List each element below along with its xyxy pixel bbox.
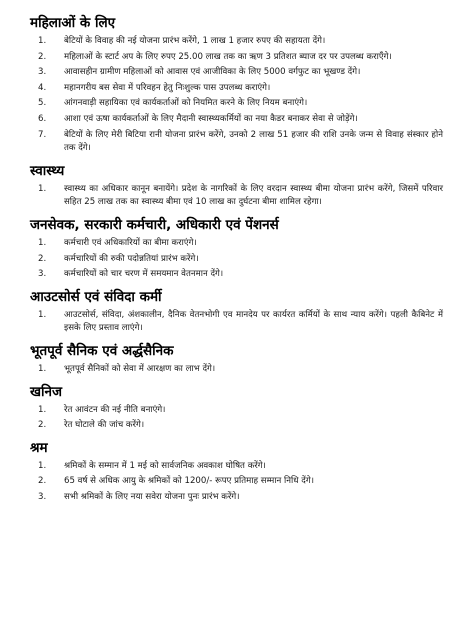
section-list [38,460,443,505]
item-text: आवासहीन ग्रामीण महिलाओं को आवास एवं आजीविका के लिए 5000 वर्गफुट का भूखण्ड देंगे। [64,67,361,78]
item-number: 2. [38,51,47,62]
item-number: 2. [38,420,47,431]
item-text: स्वास्थ्य का अधिकार कानून बनायेंगे। प्रदेश के नागरिकों के लिए वरदान स्वास्थ्य बीमा योजना प्रारंभ करेंगे, जिसमें परिवार सहित 25 लाख तक का स्वास्थ्य बीमा एवं 10 लाख का दुर्घटना बीमा शामिल रहेगा। [64,183,443,208]
list-item [38,363,443,377]
item-number: 2. [38,253,47,264]
item-text: सभी श्रमिकों के लिए नया सवेरा योजना पुनः प्रारंभ करेंगे। [64,491,240,502]
list-item [38,404,443,418]
item-number: 1. [38,237,47,248]
list-item [38,419,443,433]
item-text: आउटसोर्स, संविदा, अंशकालीन, दैनिक वेतनभोगी एव मानदेय पर कार्यरत कर्मियों के साथ न्याय करेंगे। पहली कैबिनेट में इसके लिए प्रस्ताव लाएंगे। [64,309,443,334]
item-text: 65 वर्ष से अधिक आयु के श्रमिकों को 1200/- रूपए प्रतिमाह सम्मान निधि देंगे। [64,476,314,487]
item-number: 3. [38,491,47,502]
item-number: 1. [38,460,47,471]
section-list [38,309,443,336]
item-text: भूतपूर्व सैनिकों को सेवा में आरक्षण का लाभ देंगे। [64,363,216,374]
section-heading: श्रम [30,439,48,456]
list-item [38,51,443,65]
item-number: 5. [38,98,47,109]
section-heading: स्वास्थ्य [30,162,65,179]
section-list [38,404,443,433]
item-text: कर्मचारियों को चार चरण में समयमान वेतनमान देंगे। [64,269,224,280]
list-item [38,113,443,127]
section-health [30,162,443,210]
list-item [38,491,443,505]
list-item [38,268,443,282]
section-minerals [30,383,443,433]
item-text: आशा एवं ऊषा कार्यकर्ताओं के लिए मैदानी स्वास्थ्यकर्मियों का नया कैडर बनाकर सेवा से जोड़ेंगे। [64,113,358,124]
item-number: 3. [38,67,47,78]
list-item [38,82,443,96]
item-text: बेटियों के विवाह की नई योजना प्रारंभ करेंगे, 1 लाख 1 हजार रुपए की सहायता देंगे। [64,36,326,46]
section-outsource [30,288,443,336]
item-text: श्रमिकों के सम्मान में 1 मई को सार्वजनिक अवकाश घोषित करेंगे। [64,460,266,471]
item-text: महानगरीय बस सेवा में परिवहन हेतु निःशुल्क पास उपलब्ध कराएंगे। [64,82,271,93]
item-number: 1. [38,183,47,194]
item-text: रेत घोटाले की जांच करेंगे। [64,420,145,431]
item-number: 3. [38,269,47,280]
item-number: 1. [38,36,47,46]
item-number: 7. [38,129,47,140]
section-labour [30,439,443,505]
list-item [38,183,443,210]
section-heading: खनिज [30,383,63,400]
list-item [38,309,443,336]
section-list [38,237,443,282]
item-text: रेत आवंटन की नई नीति बनाएंगे। [64,404,166,415]
list-item [38,66,443,80]
section-list [38,363,443,377]
item-text: बेटियों के लिए मेरी बिटिया रानी योजना प्रारंभ करेंगे, उनको 2 लाख 51 हजार की राशि उनके जन्म से विवाह संस्कार होने तक देंगे। [64,129,443,154]
item-number: 4. [38,82,47,93]
section-list [38,35,443,156]
item-text: आंगनवाड़ी सहायिका एवं कार्यकर्ताओं को नियमित करने के लिए नियम बनाएंगे। [64,98,308,109]
section-women [30,14,443,156]
list-item [38,129,443,156]
item-text: कर्मचारी एवं अधिकारियों का बीमा कराएंगे। [64,237,197,248]
item-text: कर्मचारियों की रुकी पदोन्नतियां प्रारंभ करेंगे। [64,253,199,264]
section-heading: आउटसोर्स एवं संविदा कर्मी [30,288,162,305]
item-text: महिलाओं के स्टार्ट अप के लिए रुपए 25.00 लाख तक का ऋण 3 प्रतिशत ब्याज दर पर उपलब्ध कराएँगे। [64,51,392,62]
section-heading: महिलाओं के लिए [30,15,116,31]
section-list [38,183,443,210]
item-number: 6. [38,113,47,124]
list-item [38,35,443,49]
item-number: 1. [38,363,47,374]
list-item [38,475,443,489]
list-item [38,253,443,267]
list-item [38,460,443,474]
item-number: 2. [38,476,47,487]
list-item [38,97,443,111]
item-number: 1. [38,309,47,320]
section-heading: जनसेवक, सरकारी कर्मचारी, अधिकारी एवं पेंशनर्स [30,216,279,233]
item-number: 1. [38,404,47,415]
section-heading: भूतपूर्व सैनिक एवं अर्द्धसैनिक [30,342,174,359]
section-ex-servicemen [30,342,443,377]
list-item [38,237,443,251]
section-employees [30,216,443,282]
